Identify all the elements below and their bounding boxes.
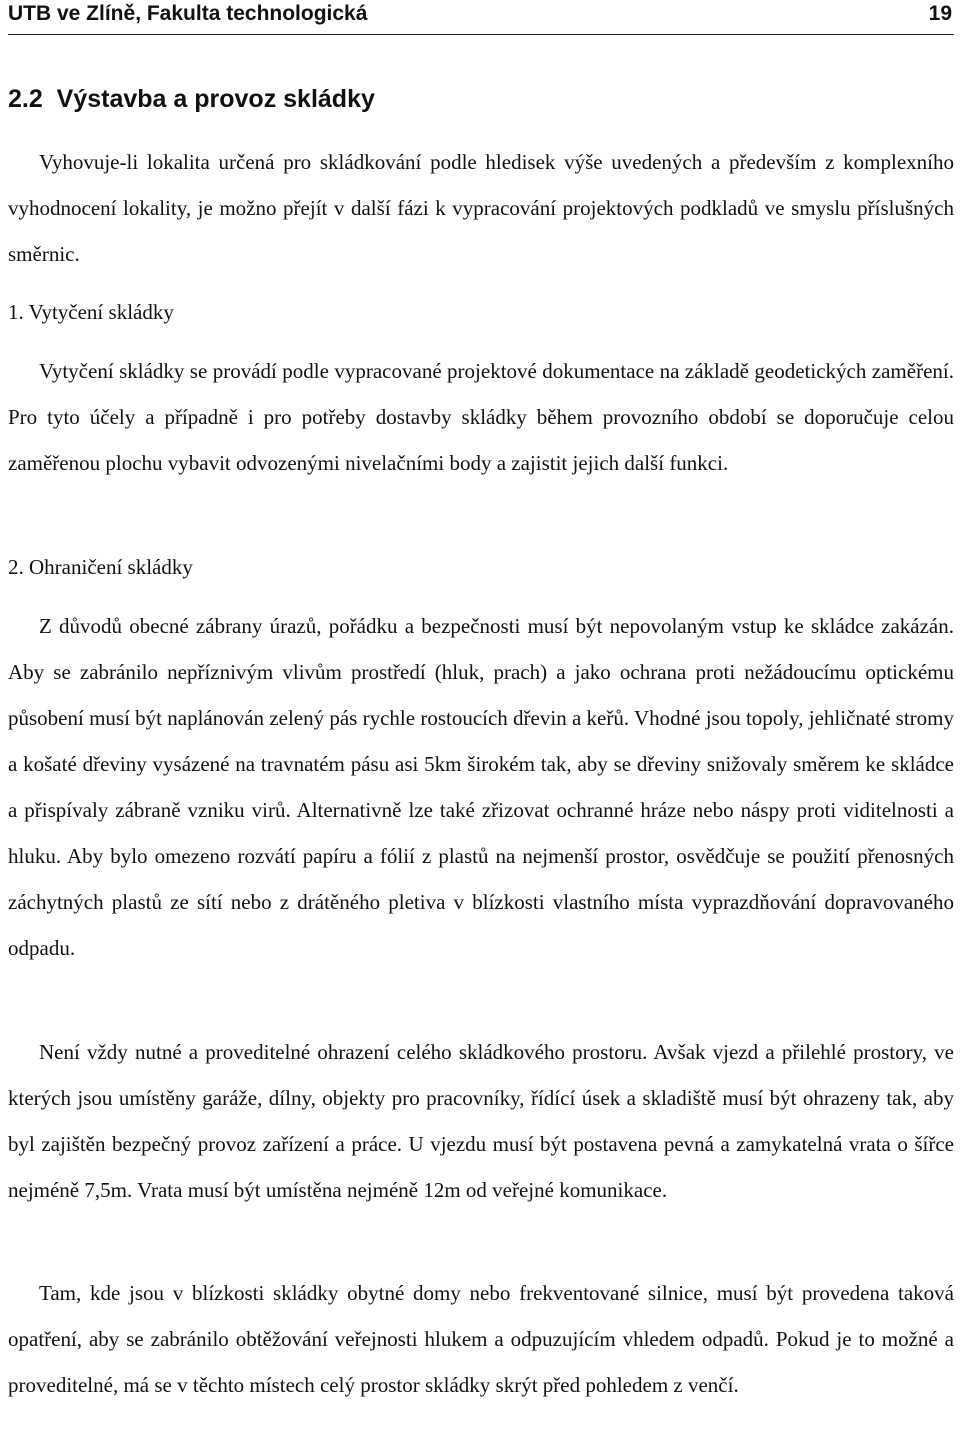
item-title-ohraniceni: 2. Ohraničení skládky <box>8 555 193 579</box>
page-number: 19 <box>928 2 952 25</box>
section-number: 2.2 <box>8 85 43 113</box>
paragraph-pohled: Tam, kde jsou v blízkosti skládky obytné domy nebo frekventované silnice, musí být provedena taková opatření, aby se zabránilo obtěžování veřejnosti hlukem a odpuzujícím vhledem odpadů. Pokud je to možné a proveditelné, má se v těchto místech celý prostor skládky skrýt před pohledem z venčí. <box>8 1281 954 1397</box>
section-heading <box>8 82 375 116</box>
paragraph-vytyceni: Vytyčení skládky se provádí podle vypracované projektové dokumentace na základě geodetických zaměření. Pro tyto účely a případně i pro potřeby dostavby skládky během provozního období se doporučuje celou zaměřenou plochu vybavit odvozenými nivelačními body a zajistit jejich další funkci. <box>8 359 954 475</box>
page-header <box>8 0 954 35</box>
header-institution: UTB ve Zlíně, Fakulta technologická <box>8 2 368 25</box>
section-title: Výstavba a provoz skládky <box>56 85 375 113</box>
paragraph-ohrazeni: Není vždy nutné a proveditelné ohrazení celého skládkového prostoru. Avšak vjezd a přilehlé prostory, ve kterých jsou umístěny garáže, dílny, objekty pro pracovníky, řídící úsek a skladiště musí být ohrazeny tak, aby byl zajištěn bezpečný provoz zařízení a práce. U vjezdu musí být postavena pevná a zamykatelná vrata o šířce nejméně 7,5m. Vrata musí být umístěna nejméně 12m od veřejné komunikace. <box>8 1040 954 1202</box>
intro-paragraph: Vyhovuje-li lokalita určená pro skládkování podle hledisek výše uvedených a především z komplexního vyhodnocení lokality, je možno přejít v další fázi k vypracování projektových podkladů ve smyslu příslušných směrnic. <box>8 150 954 266</box>
paragraph-ohraniceni: Z důvodů obecné zábrany úrazů, pořádku a bezpečnosti musí být nepovolaným vstup ke skládce zakázán. Aby se zabránilo nepříznivým vlivům prostředí (hluk, prach) a jako ochrana proti nežádoucímu optickému působení musí být naplánován zelený pás rychle rostoucích dřevin a keřů. Vhodné jsou topoly, jehličnaté stromy a košaté dřeviny vysázené na travnatém pásu asi 5km širokém tak, aby se dřeviny snižovaly směrem ke skládce a přispívaly zábraně vzniku virů. Alternativně lze také zřizovat ochranné hráze nebo náspy proti viditelnosti a hluku. Aby bylo omezeno rozvátí papíru a fólií z plastů na nejmenší prostor, osvědčuje se použití přenosných záchytných plastů ze sítí nebo z drátěného pletiva v blízkosti vlastního místa vyprazdňování dopravovaného odpadu. <box>8 614 954 960</box>
item-title-vytyceni: 1. Vytyčení skládky <box>8 300 174 324</box>
